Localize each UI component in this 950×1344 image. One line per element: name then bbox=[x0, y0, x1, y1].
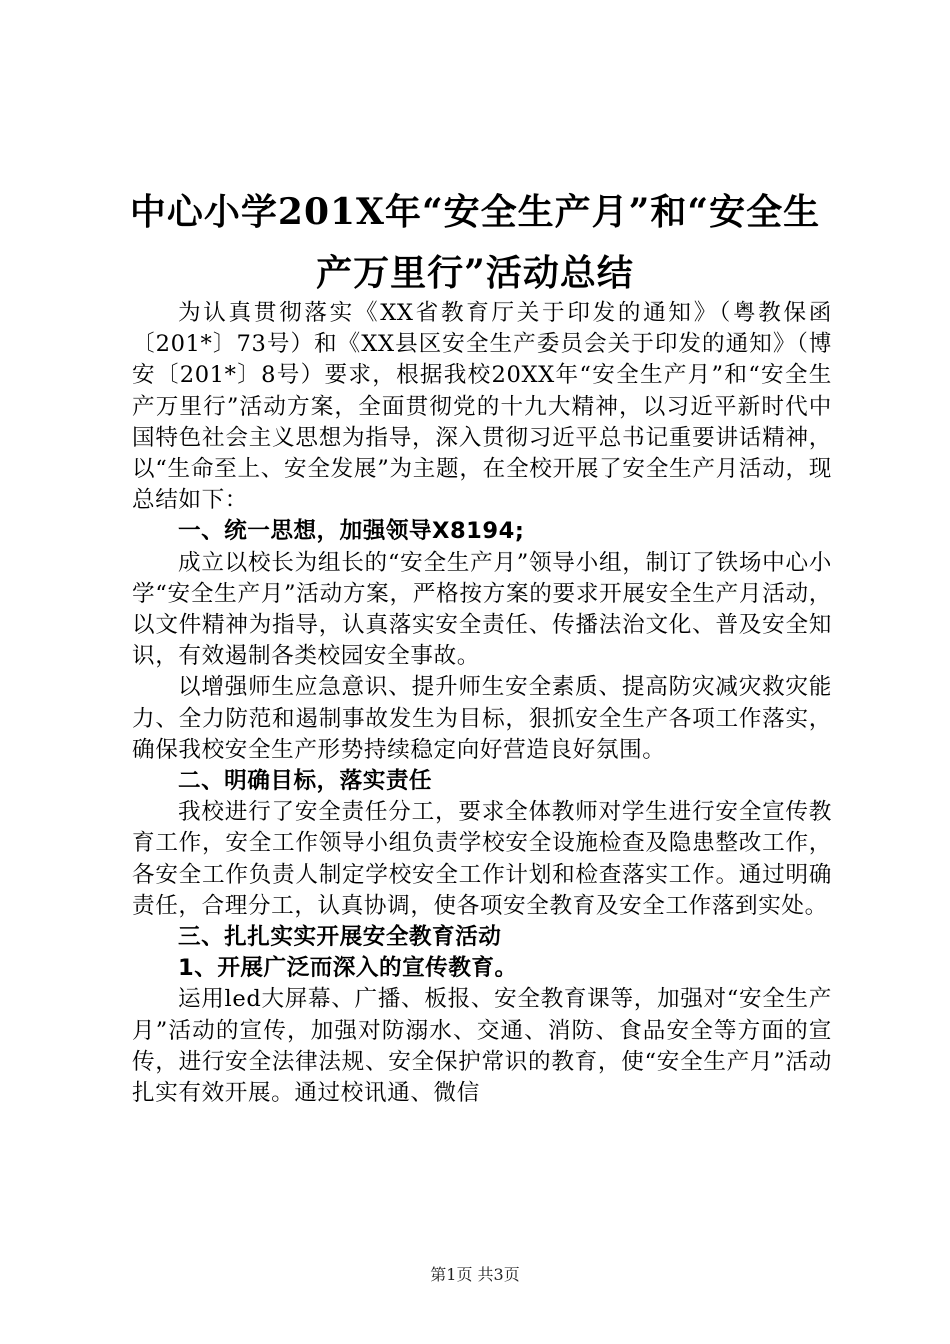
body-paragraph: 我校进行了安全责任分工，要求全体教师对学生进行安全宣传教育工作，安全工作领导小组负责学校安全设施检查及隐患整改工作，各安全工作负责人制定学校安全工作计划和检查落实工作。通过明确责任，合理分工，认真协调，使各项安全教育及安全工作落到实处。 bbox=[132, 799, 832, 919]
section-heading-1: 一、统一思想，加强领导X8194; bbox=[178, 518, 525, 545]
intro-paragraph: 为认真贯彻落实《XX省教育厅关于印发的通知》（粤教保函〔201*〕73号）和《XX县区安全生产委员会关于印发的通知》（博安〔201*〕8号）要求，根据我校20XX年“安全生产月”和“安全生产万里行”活动方案，全面贯彻党的十九大精神，以习近平新时代中国特色社会主义思想为指导，深入贯彻习近平总书记重要讲话精神，以“生命至上、安全发展”为主题，在全校开展了安全生产月活动，现总结如下： bbox=[132, 300, 832, 514]
document-body bbox=[132, 298, 832, 1109]
section-heading-3: 三、扎扎实实开展安全教育活动 bbox=[178, 924, 502, 951]
section-heading-2: 二、明确目标，落实责任 bbox=[178, 768, 433, 795]
page-footer: 第1页 共3页 bbox=[430, 1265, 520, 1284]
subsection-heading-1: 1、开展广泛而深入的宣传教育。 bbox=[178, 955, 518, 982]
document-title-line-2: 产万里行”活动总结 bbox=[316, 252, 634, 294]
body-paragraph: 成立以校长为组长的“安全生产月”领导小组，制订了铁场中心小学“安全生产月”活动方案，严格按方案的要求开展安全生产月活动，以文件精神为指导，认真落实安全责任、传播法治文化、普及安全知识，有效遏制各类校园安全事故。 bbox=[132, 549, 832, 670]
body-paragraph: 以增强师生应急意识、提升师生安全素质、提高防灾减灾救灾能力、全力防范和遏制事故发生为目标，狠抓安全生产各项工作落实，确保我校安全生产形势持续稳定向好营造良好氛围。 bbox=[132, 674, 832, 763]
body-paragraph: 运用led大屏幕、广播、板报、安全教育课等，加强对“安全生产月”活动的宣传，加强对防溺水、交通、消防、食品安全等方面的宣传，进行安全法律法规、安全保护常识的教育，使“安全生产月”活动扎实有效开展。通过校讯通、微信 bbox=[132, 986, 832, 1107]
document-title-line-1: 中心小学201X年“安全生产月”和“安全生 bbox=[129, 191, 821, 233]
